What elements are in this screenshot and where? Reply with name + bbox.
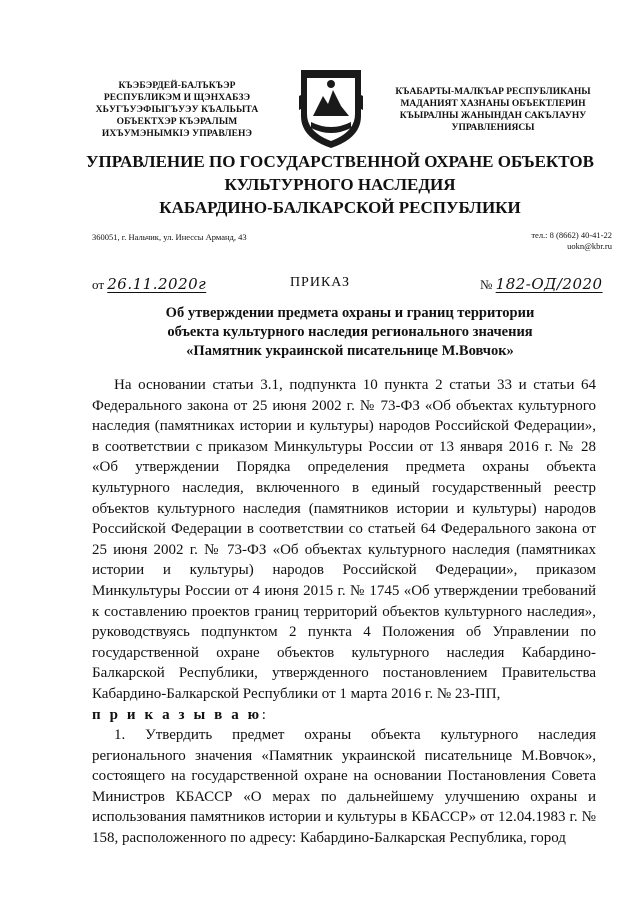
order-colon: : [261, 706, 266, 723]
header-left-line: ОБЪЕКТХЭР КЪЭРАЛЫМ [116, 117, 238, 127]
postal-address: 360051, г. Нальчик, ул. Инессы Арманд, 43 [92, 232, 247, 242]
subject-line: Об утверждении предмета охраны и границ территории [165, 305, 535, 321]
order-operative-line [92, 705, 596, 726]
header-left-line: КЪЭБЭРДЕЙ-БАЛЪКЪЭР [118, 81, 236, 91]
document-title: ПРИКАЗ [289, 275, 351, 290]
header-right-line: КЪЫРАЛНЫ ЖАНЫНДАН САКЪЛАУНУ [399, 111, 587, 121]
organization-name [40, 150, 640, 219]
header-left-line: ХЬУГЪУЭФIЫГЪУЭУ КЪАЛЬЫТА [95, 105, 259, 115]
org-line: КУЛЬТУРНОГО НАСЛЕДИЯ [224, 175, 456, 194]
header-right-line: МАДАНИЯТ ХАЗНАНЫ ОБЪЕКТЛЕРИН [400, 99, 586, 109]
header-right-line: КЪАБАРТЫ-МАЛКЪАР РЕСПУБЛИКАНЫ [395, 87, 591, 97]
clause-1-paragraph: 1. Утвердить предмет охраны объекта культурного наследия регионального значения «Памятник украинской писательнице М.Вовчок», состоящего на государственной охране на основании Постановления Совета Министров КБАССР «О мерах по дальнейшему улучшению охраны и использования памятников истории и культуры в КБАССР» от 12.04.1983 г. № 158, расположенного по адресу: Кабардино-Балкарская Республика, город [92, 727, 596, 847]
email: uokn@kbr.ru [567, 241, 612, 251]
number-prefix: № [480, 277, 493, 292]
header-left-line: РЕСПУБЛИКЭМ И ЩЭНХАБЗЭ [103, 93, 251, 103]
subject-line: объекта культурного наследия регионального значения [167, 324, 533, 340]
header-left-line: ИХЪУМЭНЫМКIЭ УПРАВЛЕНЭ [101, 129, 253, 139]
order-subject [80, 304, 620, 361]
phone: тел.: 8 (8662) 40-41-22 [531, 230, 612, 240]
order-number [480, 275, 603, 293]
date-prefix: от [92, 277, 105, 292]
subject-line: «Памятник украинской писательнице М.Вовчок» [186, 343, 514, 359]
header-left-kabardian [62, 80, 292, 140]
document-body [92, 375, 596, 849]
order-date [92, 275, 206, 293]
date-handwritten: 26.11.2020г [107, 275, 207, 293]
org-line: УПРАВЛЕНИЕ ПО ГОСУДАРСТВЕННОЙ ОХРАНЕ ОБЪЕКТОВ [86, 152, 594, 171]
number-handwritten: 182-ОД/2020 [495, 275, 603, 293]
preamble-paragraph: На основании статьи 3.1, подпункта 10 пункта 2 статьи 33 и статьи 64 Федерального закона от 25 июня 2002 г. № 73-ФЗ «Об объектах культурного наследия (памятниках истории и культуры) народов Российской Федерации», в соответствии с приказом Минкультуры России от 13 января 2016 г. № 28 «Об утверждении Порядка определения предмета охраны объекта культурного наследия, включенного в единый государственный реестр объектов культурного наследия (памятников истории и культуры) народов Российской Федерации в соответствии со статьей 64 Федерального закона от 25 июня 2002 г. № 73-ФЗ «Об объектах культурного наследия (памятниках истории и культуры) народов Российской Федерации», приказом Минкультуры России от 4 июня 2015 г. № 1745 «Об утверждении требований к составлению проектов границ территорий объектов культурного наследия», руководствуясь подпунктом 2 пункта 4 Положения об Управлении по государственной охране объектов культурного наследия Кабардино-Балкарской Республики, утвержденного постановлением Правительства Кабардино-Балкарской Республики от 1 марта 2016 г. № 23-ПП, [92, 377, 596, 702]
kbr-coat-of-arms-icon [295, 66, 367, 150]
org-line: КАБАРДИНО-БАЛКАРСКОЙ РЕСПУБЛИКИ [159, 198, 521, 217]
header-right-line: УПРАВЛЕНИЯСЫ [451, 123, 535, 133]
header-right-balkar [368, 86, 618, 134]
order-word: п р и к а з ы в а ю [92, 706, 262, 723]
contact-info [531, 230, 612, 252]
